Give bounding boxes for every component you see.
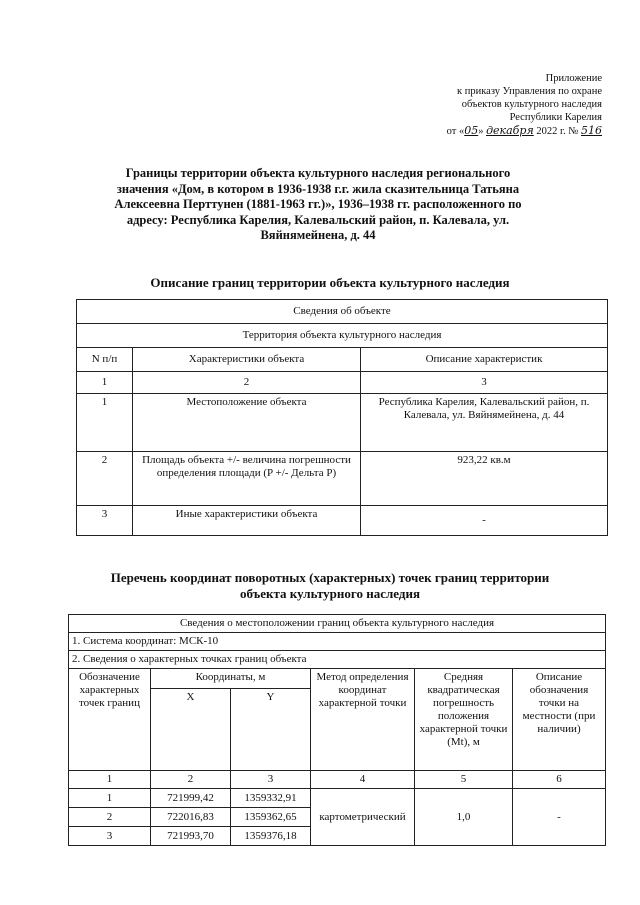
table-row [77, 506, 608, 536]
date-prefix: от « [446, 126, 465, 137]
table-cell: - [361, 506, 608, 536]
table-cell: Площадь объекта +/- величина погрешности определения площади (P +/- Дельта P) [133, 452, 361, 506]
table-cell: 2 [133, 372, 361, 394]
table1-header2: Территория объекта культурного наследия [77, 324, 608, 348]
handwritten-number: 516 [581, 124, 602, 137]
table-cell: 1359362,65 [231, 808, 311, 827]
section1-heading: Описание границ территории объекта культурного наследия [150, 275, 510, 290]
document-title: Границы территории объекта культурного наследия регионального значения «Дом, в котором в 1936-1938 г.г. жила сказительница Татьяна Алексеевна Перттунен (1881-1963 гг.)», 1936–1938 гг. расположенного по адресу: Республика Карелия, Калевальский район, п. Калевала, ул. Вяйнямейнена, д. 44 [114, 166, 522, 242]
appendix-line: к приказу Управления по охране [457, 86, 602, 97]
method-cell: картометрический [311, 789, 415, 846]
table-cell: Республика Карелия, Калевальский район, п. Калевала, ул. Вяйнямейнена, д. 44 [361, 394, 608, 452]
table-row [69, 789, 606, 808]
points-header: 2. Сведения о характерных точках границ объекта [69, 651, 606, 669]
table1-col-name: Характеристики объекта [133, 348, 361, 372]
table-cell: Иные характеристики объекта [133, 506, 361, 536]
table-row [77, 452, 608, 506]
table2-header: Сведения о местоположении границ объекта культурного наследия [69, 615, 606, 633]
table-cell: 3 [231, 771, 311, 789]
table-row [77, 394, 608, 452]
section2-heading: Перечень координат поворотных (характерных) точек границ территории объекта культурного наследия [110, 570, 550, 601]
date-suffix: 2022 г. № [533, 126, 581, 137]
table-cell: Местоположение объекта [133, 394, 361, 452]
table-cell: 4 [311, 771, 415, 789]
col-description: Описание обозначения точки на местности (при наличии) [513, 669, 606, 771]
col-x: X [151, 689, 231, 771]
table-cell: 3 [77, 506, 133, 536]
table-cell: 721999,42 [151, 789, 231, 808]
handwritten-day: 05 [464, 124, 479, 137]
table-cell: 2 [77, 452, 133, 506]
table-cell: 1 [69, 771, 151, 789]
description-cell: - [513, 789, 606, 846]
table-cell: 1 [77, 372, 133, 394]
table-cell: 5 [415, 771, 513, 789]
col-coordinates: Координаты, м [151, 669, 311, 689]
handwritten-month: декабря [486, 124, 534, 137]
table-cell: 1359332,91 [231, 789, 311, 808]
table-cell: 923,22 кв.м [361, 452, 608, 506]
appendix-line: Приложение [545, 73, 602, 84]
table1-col-desc: Описание характеристик [361, 348, 608, 372]
date-mid: » [478, 126, 487, 137]
error-cell: 1,0 [415, 789, 513, 846]
coordinates-table [68, 614, 606, 846]
appendix-line: Республики Карелия [509, 112, 602, 123]
table-cell: 1 [69, 789, 151, 808]
table-cell: 2 [151, 771, 231, 789]
table1-col-num: N п/п [77, 348, 133, 372]
col-y: Y [231, 689, 311, 771]
object-info-table [76, 299, 608, 536]
col-designation: Обозначение характерных точек границ [69, 669, 151, 771]
table-cell: 1359376,18 [231, 827, 311, 846]
table-cell: 722016,83 [151, 808, 231, 827]
table-cell: 3 [69, 827, 151, 846]
table-cell: 2 [69, 808, 151, 827]
table-cell: 1 [77, 394, 133, 452]
order-date-line [447, 124, 602, 138]
appendix-line: объектов культурного наследия [461, 99, 602, 110]
col-method: Метод определения координат характерной точки [311, 669, 415, 771]
appendix-block [447, 72, 602, 138]
table-cell: 3 [361, 372, 608, 394]
col-error: Средняя квадратическая погрешность положения характерной точки (Mt), м [415, 669, 513, 771]
table-cell: 721993,70 [151, 827, 231, 846]
table-cell: 6 [513, 771, 606, 789]
coordinate-system: 1. Система координат: МСК-10 [69, 633, 606, 651]
table1-header1: Сведения об объекте [77, 300, 608, 324]
